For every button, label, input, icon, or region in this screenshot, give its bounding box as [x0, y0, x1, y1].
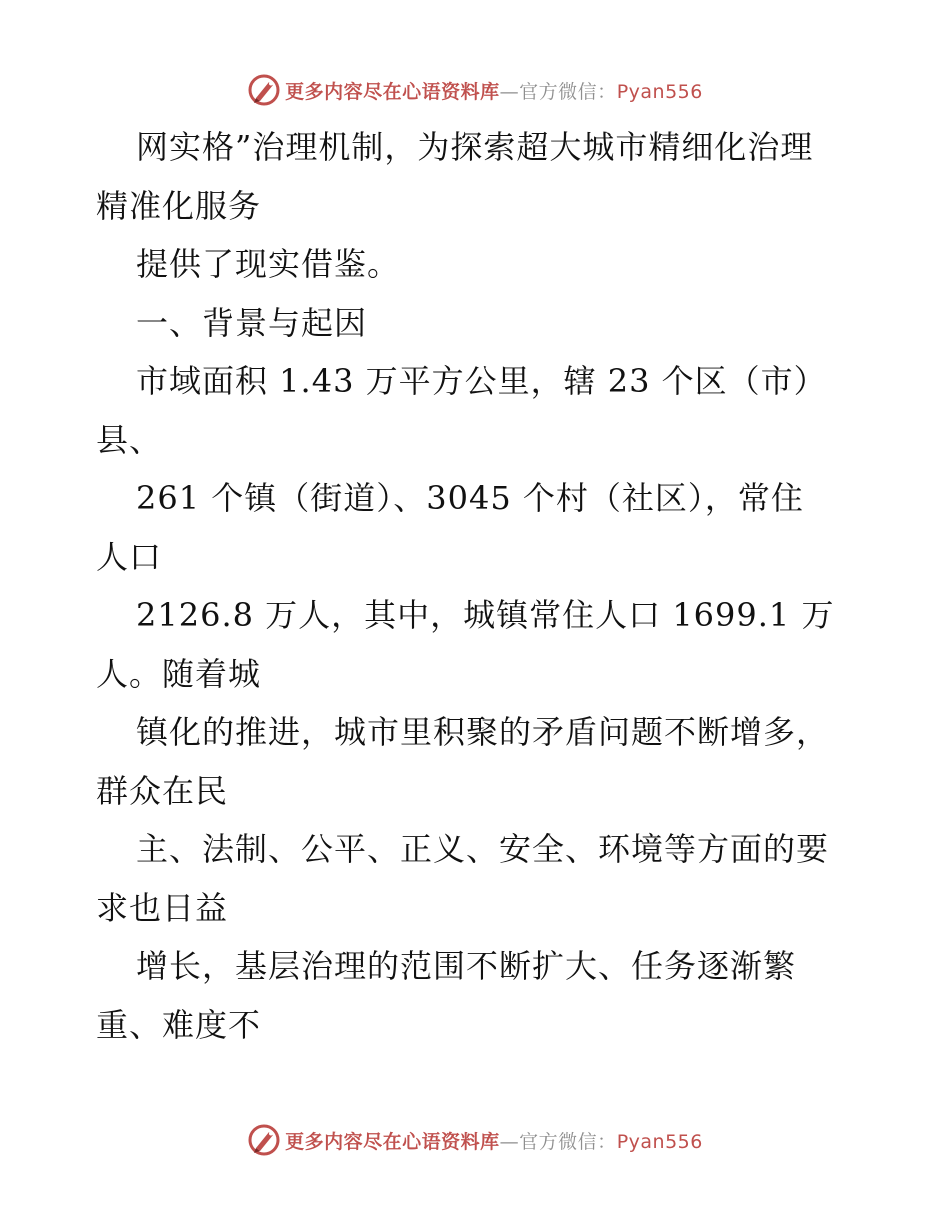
watermark-wechat-id: Pyan556: [616, 1130, 703, 1153]
text-line: 提供了现实借鉴。: [136, 245, 401, 283]
watermark-dash: —: [499, 80, 520, 103]
text-line: 人口: [96, 537, 163, 576]
pen-logo-icon: [247, 73, 281, 107]
watermark-text: [285, 1127, 703, 1154]
footer-watermark: [0, 1120, 950, 1160]
document-body: [96, 118, 856, 1054]
text-line: 求也日益: [96, 888, 229, 927]
text-line: 人。随着城: [96, 654, 262, 693]
watermark-text: [285, 77, 703, 104]
header-watermark: [0, 70, 950, 110]
text-line: 镇化的推进，城市里积聚的矛盾问题不断增多，: [136, 713, 830, 751]
text-line: 2126.8 万人，其中，城镇常住人口 1699.1 万: [136, 596, 835, 634]
text-line: 市域面积 1.43 万平方公里，辖 23 个区（市）: [136, 362, 827, 400]
watermark-wechat-id: Pyan556: [616, 80, 703, 103]
text-line: 重、难度不: [96, 1005, 262, 1044]
watermark-site: 更多内容尽在心语资料库: [285, 1130, 500, 1153]
watermark-dash: —: [499, 1130, 520, 1153]
text-line: 主、法制、公平、正义、安全、环境等方面的要: [136, 830, 830, 868]
pen-logo-icon: [247, 1123, 281, 1157]
text-line: 261 个镇（街道）、3045 个村（社区），常住: [136, 479, 804, 517]
watermark-site: 更多内容尽在心语资料库: [285, 80, 500, 103]
text-line: 网实格”治理机制，为探索超大城市精细化治理: [136, 128, 814, 166]
text-line: 群众在民: [96, 771, 229, 810]
text-line: 县、: [96, 420, 163, 459]
text-line: 精准化服务: [96, 186, 262, 225]
watermark-label: 官方微信：: [519, 80, 617, 103]
watermark-label: 官方微信：: [519, 1130, 617, 1153]
text-line: 增长，基层治理的范围不断扩大、任务逐渐繁: [136, 947, 797, 985]
section-heading: 一、背景与起因: [136, 303, 368, 342]
